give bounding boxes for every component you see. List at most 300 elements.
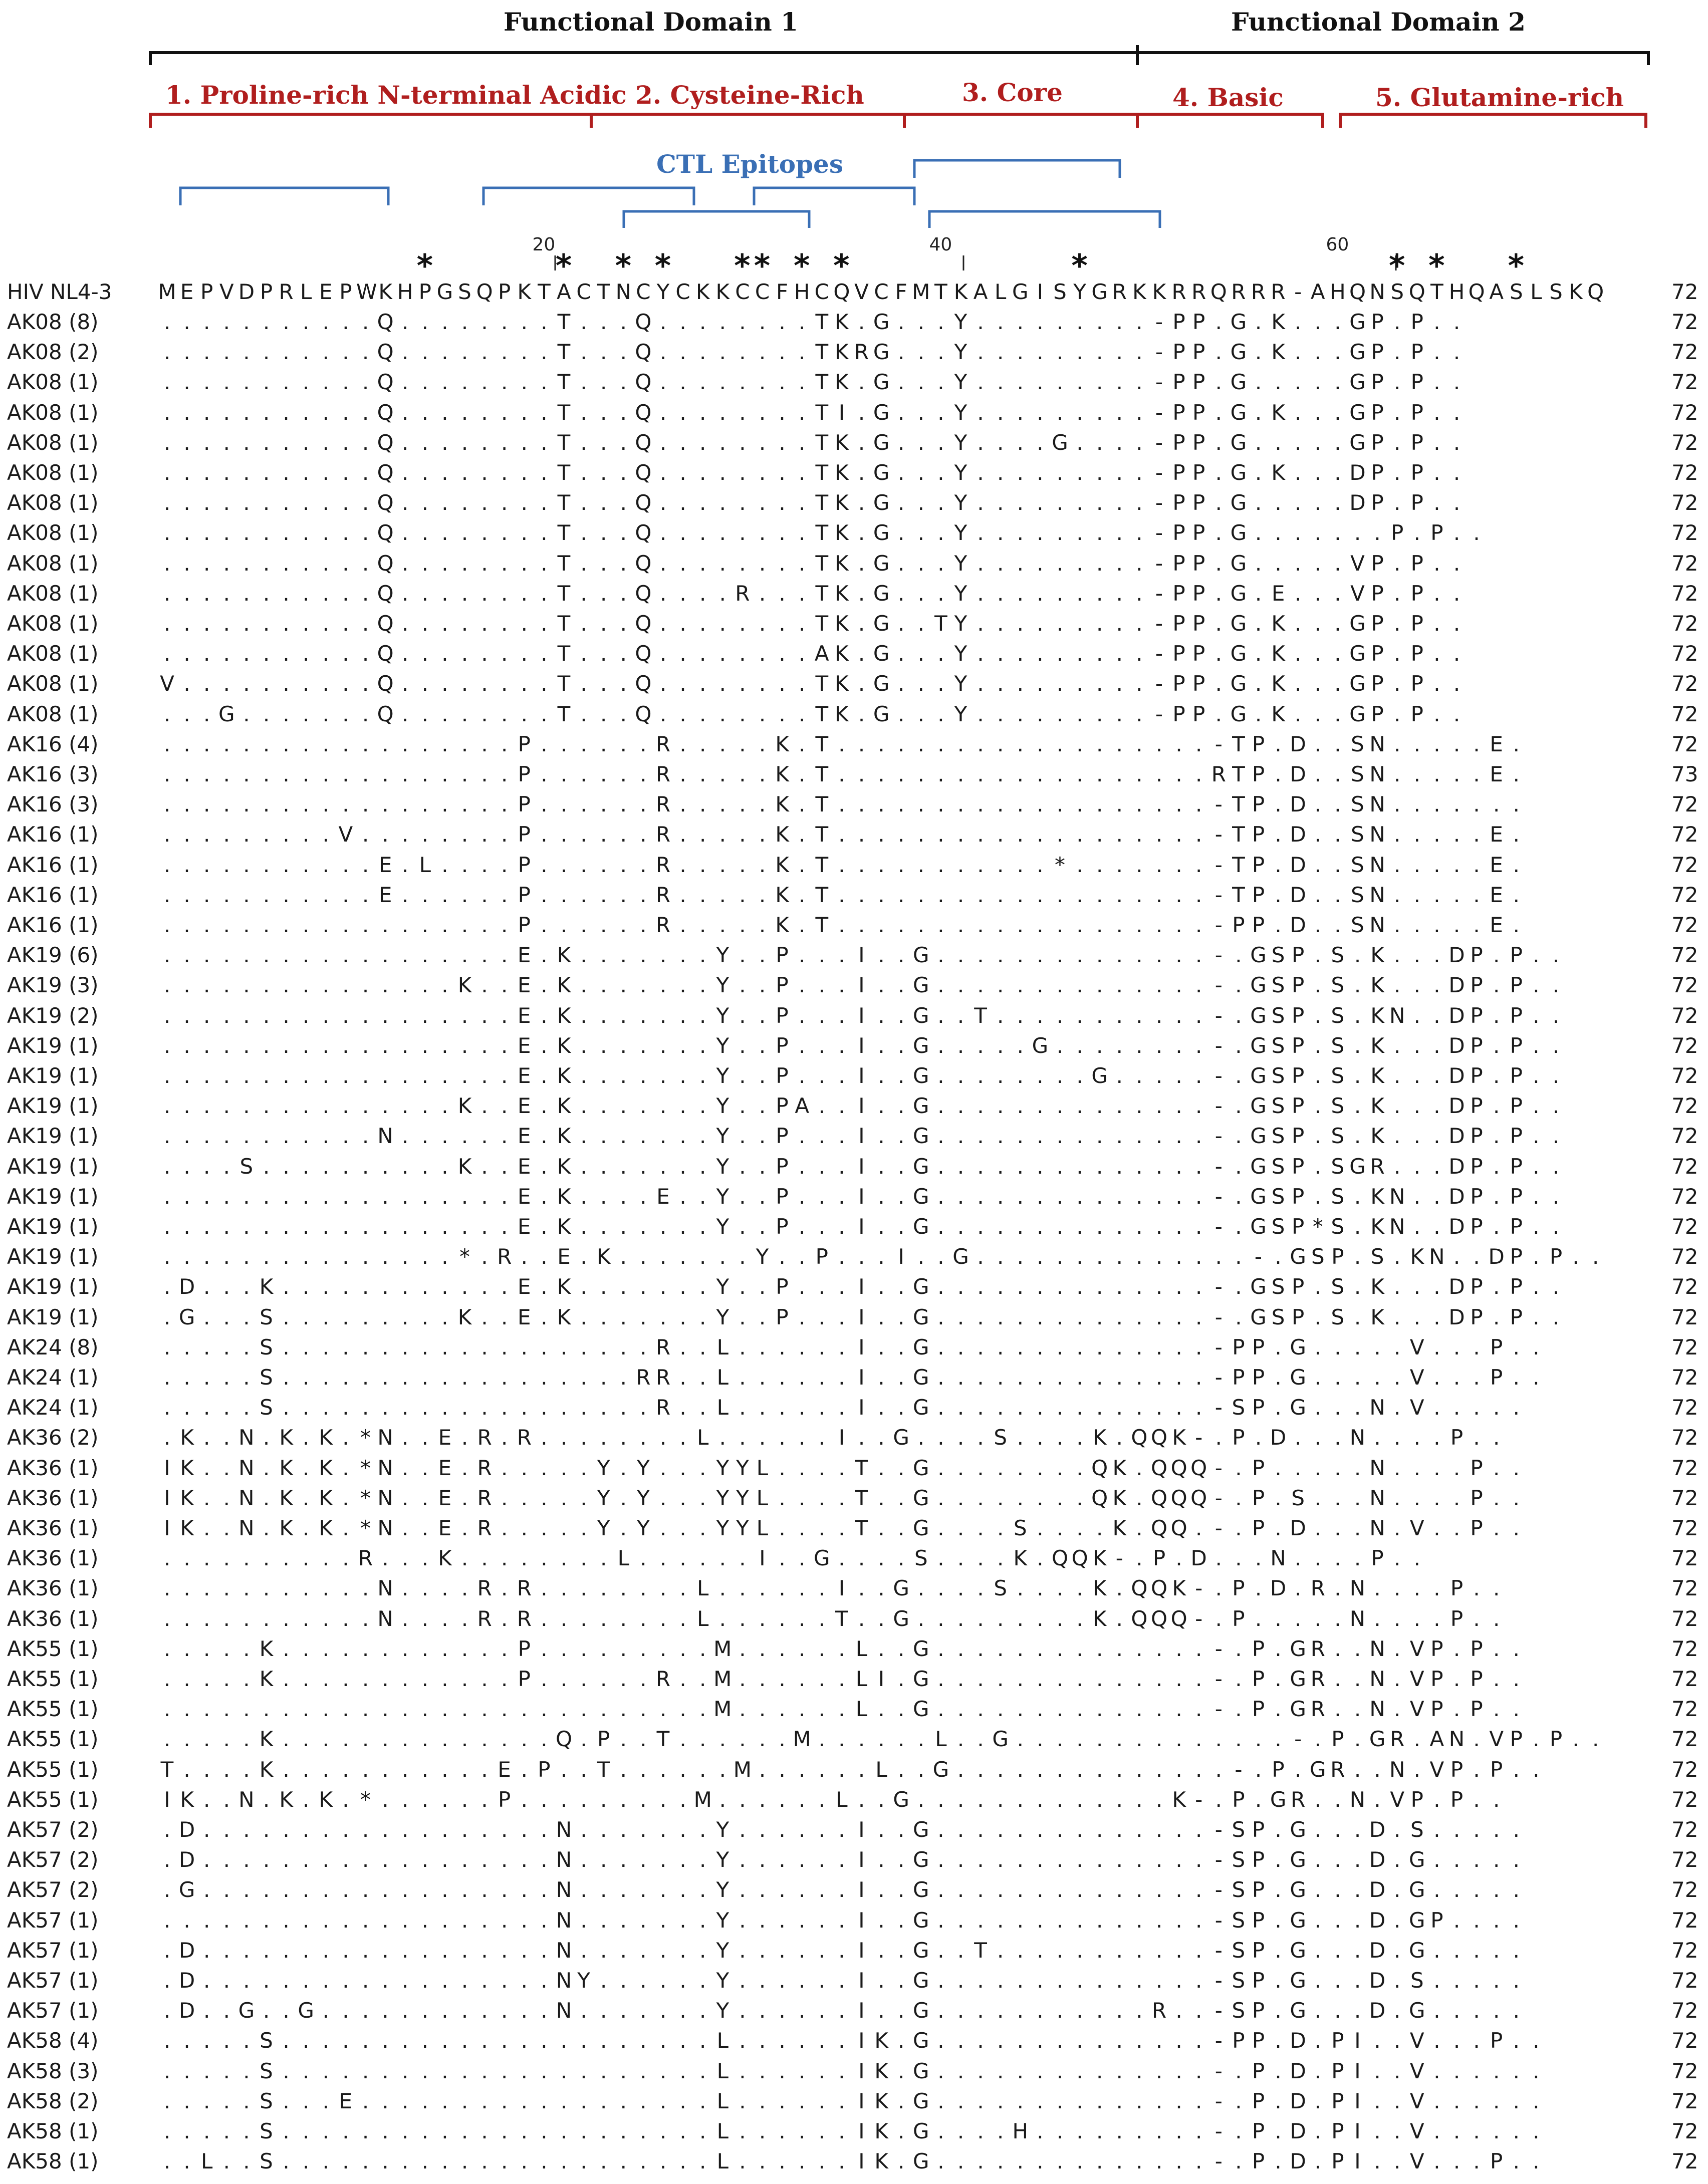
sequence-length: 72 [1671,490,1698,515]
residue-cell: . [342,701,349,726]
residue-cell: P [1252,2088,1265,2113]
residue-cell: . [600,1124,607,1149]
residue-cell: D [1349,490,1366,515]
residue-cell: . [560,792,568,817]
residue-cell: . [322,762,329,786]
residue-cell: T [1232,762,1245,786]
residue-cell: . [303,460,310,485]
residue-cell: . [183,490,190,515]
residue-cell: . [283,2088,290,2113]
residue-cell: I [1354,2028,1361,2053]
residue-cell: . [1453,2088,1460,2113]
residue-cell: . [560,731,568,756]
residue-cell: . [580,1244,587,1269]
residue-cell: . [521,370,528,395]
residue-cell: . [421,1787,428,1812]
residue-cell: . [818,2028,825,2053]
residue-cell: . [243,852,250,877]
residue-cell: . [1056,551,1064,576]
residue-cell: K [1370,1003,1384,1028]
residue-cell: . [1116,973,1123,998]
residue-cell: . [1354,1847,1361,1872]
residue-cell: . [1473,1847,1480,1872]
residue-cell: . [421,1334,428,1359]
residue-cell: S [914,1546,928,1571]
residue-cell: . [1037,1274,1044,1299]
residue-cell: . [1354,1516,1361,1540]
residue-cell: . [580,1425,587,1450]
residue-cell: . [1215,641,1222,666]
residue-cell: . [699,551,706,576]
residue-cell: - [1115,1546,1123,1571]
residue-cell: . [1155,973,1163,998]
residue-cell: . [580,2028,587,2053]
residue-cell: . [1235,1727,1242,1752]
sample-name: AK58 (2) [7,2088,99,2113]
residue-cell: . [501,762,508,786]
residue-cell: P [1192,551,1205,576]
residue-cell: . [263,822,270,847]
residue-cell: . [1056,1425,1064,1450]
residue-cell: . [1314,2088,1321,2113]
residue-cell: . [759,340,766,365]
residue-cell: D [1448,1063,1465,1088]
residue-cell: . [818,1063,825,1088]
residue-cell: . [303,1697,310,1722]
residue-cell: . [779,1606,786,1631]
residue-cell: Q [635,400,652,425]
residue-cell: . [1394,1304,1401,1329]
residue-cell: K [557,1003,571,1028]
residue-cell: P [1490,2028,1503,2053]
residue-cell: . [421,1877,428,1902]
sample-name: AK19 (2) [7,1003,99,1028]
residue-cell: . [1195,973,1202,998]
residue-cell: . [739,701,746,726]
residue-cell: . [243,1395,250,1420]
residue-cell: . [1096,1033,1103,1058]
residue-cell: . [739,852,746,877]
residue-cell: R [1310,1667,1325,1691]
residue-cell: . [362,370,369,395]
residue-cell: P [1232,1576,1245,1601]
residue-cell: . [818,1667,825,1691]
residue-cell: . [441,400,448,425]
residue-cell: . [1394,1516,1401,1540]
residue-cell: G [913,1395,929,1420]
residue-cell: - [1214,1154,1223,1179]
residue-cell: . [640,1757,647,1782]
residue-cell: . [1453,2119,1460,2143]
residue-cell: * [360,1455,371,1480]
residue-cell: . [957,2028,964,2053]
residue-cell: P [1490,1757,1503,1782]
residue-cell: . [1473,1395,1480,1420]
residue-cell: . [1453,1907,1460,1933]
residue-cell: . [183,973,190,998]
residue-cell: . [1513,1516,1520,1540]
residue-cell: . [223,641,230,666]
residue-cell: G [1250,1063,1267,1088]
residue-cell: . [243,792,250,817]
residue-cell: . [481,973,488,998]
residue-cell: . [759,490,766,515]
residue-cell: D [178,1938,195,1963]
residue-cell: . [818,1214,825,1239]
residue-cell: . [1513,1757,1520,1782]
residue-cell: . [1394,2058,1401,2083]
residue-cell: . [223,1757,230,1782]
residue-cell: . [580,1606,587,1631]
residue-cell: T [815,671,829,696]
residue-cell: . [1056,520,1064,545]
residue-cell: . [917,882,924,907]
residue-cell: G [1349,671,1366,696]
residue-cell: D [1349,460,1366,485]
residue-cell: . [183,852,190,877]
residue-cell: . [759,1757,766,1782]
sequence-length: 72 [1671,520,1698,545]
residue-cell: . [541,520,548,545]
residue-cell: G [1349,340,1366,365]
residue-cell: . [699,1244,706,1269]
residue-cell: G [913,1847,929,1872]
residue-cell: . [501,1184,508,1209]
residue-cell: Q [635,581,652,606]
residue-cell: . [362,310,369,334]
residue-cell: S [1053,280,1067,304]
residue-cell: . [322,913,329,937]
residue-cell: . [1195,1003,1202,1028]
residue-cell: . [1374,1425,1381,1450]
residue-cell: G [1290,1968,1306,1993]
residue-cell: . [1533,1365,1540,1390]
residue-cell: . [898,1907,905,1933]
residue-cell: . [362,400,369,425]
residue-cell: . [759,581,766,606]
residue-cell: . [1056,1395,1064,1420]
residue-cell: P [518,762,531,786]
residue-cell: . [421,2119,428,2143]
residue-cell: P [1490,2149,1503,2174]
residue-cell: . [580,2149,587,2174]
residue-cell: Q [635,340,652,365]
residue-cell: V [160,671,174,696]
residue-cell: . [1076,1847,1083,1872]
residue-cell: . [1493,1907,1500,1933]
residue-cell: K [1370,1094,1384,1119]
residue-cell: K [279,1455,293,1480]
residue-cell: . [203,973,210,998]
residue-cell: K [1271,671,1285,696]
sequence-length: 72 [1671,792,1698,817]
residue-cell: . [1215,310,1222,334]
residue-cell: R [1310,1636,1325,1661]
residue-cell: . [441,2088,448,2113]
residue-cell: . [659,430,667,455]
residue-cell: . [1413,973,1420,998]
residue-cell: N [238,1425,255,1450]
residue-cell: . [1433,490,1440,515]
residue-cell: L [200,2149,213,2174]
residue-cell: . [1473,792,1480,817]
residue-cell: . [739,1968,746,1993]
residue-cell: . [541,1516,548,1540]
residue-cell: . [759,1817,766,1842]
sample-name: AK57 (1) [7,1907,99,1933]
residue-cell: . [461,1576,468,1601]
residue-cell: . [957,1365,964,1390]
residue-cell: Q [1170,1455,1187,1480]
residue-cell: . [243,1334,250,1359]
residue-cell: . [1394,310,1401,334]
sequence-length: 73 [1671,762,1698,786]
residue-cell: . [1413,1485,1420,1510]
residue-cell: G [873,490,890,515]
residue-cell: Y [716,1304,729,1329]
residue-cell: L [696,1576,709,1601]
residue-cell: . [163,1546,171,1571]
residue-cell: K [438,1546,452,1571]
residue-cell: G [1290,1365,1306,1390]
residue-cell: . [779,581,786,606]
residue-cell: . [957,1455,964,1480]
residue-cell: . [659,1425,667,1450]
residue-cell: . [957,973,964,998]
residue-cell: . [878,1938,885,1963]
residue-cell: . [937,460,944,485]
residue-cell: P [1252,1697,1265,1722]
residue-cell: . [580,520,587,545]
residue-cell: . [1513,762,1520,786]
residue-cell: . [342,1395,349,1420]
residue-cell: . [382,1968,389,1993]
residue-cell: . [263,611,270,636]
residue-cell: K [835,671,849,696]
residue-cell: . [1076,1365,1083,1390]
residue-cell: . [283,581,290,606]
residue-cell: I [858,2058,865,2083]
residue-cell: . [759,762,766,786]
residue-cell: . [818,1968,825,1993]
residue-cell: D [1369,1998,1386,2023]
residue-cell: . [679,731,686,756]
residue-cell: . [481,1244,488,1269]
residue-cell: . [1473,913,1480,937]
residue-cell: D [1448,973,1465,998]
residue-cell: . [223,1667,230,1691]
residue-cell: . [203,1877,210,1902]
residue-cell: G [873,641,890,666]
residue-cell: . [223,1907,230,1933]
residue-cell: . [303,882,310,907]
residue-cell: S [1013,1516,1027,1540]
residue-cell: . [1473,2028,1480,2053]
residue-cell: . [441,913,448,937]
residue-cell: K [557,1033,571,1058]
residue-cell: . [203,1124,210,1149]
residue-cell: . [501,611,508,636]
residue-cell: . [283,882,290,907]
residue-cell: I [858,1907,865,1933]
residue-cell: . [878,1124,885,1149]
residue-cell: . [481,370,488,395]
residue-cell: . [1394,1244,1401,1269]
residue-cell: . [957,1334,964,1359]
residue-cell: . [342,1425,349,1450]
residue-cell: N [556,1907,572,1933]
residue-cell: . [957,1124,964,1149]
residue-cell: . [1533,1727,1540,1752]
residue-cell: . [541,1425,548,1450]
residue-cell: . [1374,1606,1381,1631]
sequence-length: 72 [1671,671,1698,696]
residue-cell: . [1354,1485,1361,1510]
residue-cell: . [1116,400,1123,425]
residue-cell: . [263,1847,270,1872]
residue-cell: N [1369,913,1385,937]
residue-cell: . [1314,1907,1321,1933]
residue-cell: . [640,882,647,907]
residue-cell: . [322,1727,329,1752]
residue-cell: . [1155,1214,1163,1239]
residue-cell: . [1215,400,1222,425]
residue-cell: . [1175,731,1182,756]
residue-cell: N [377,1124,393,1149]
residue-cell: . [1394,1968,1401,1993]
residue-cell: R [477,1606,492,1631]
sample-name: AK58 (3) [7,2058,99,2083]
residue-cell: . [1076,731,1083,756]
residue-cell: . [1453,882,1460,907]
residue-cell: . [362,1606,369,1631]
residue-cell: S [1232,1395,1246,1420]
residue-cell: . [1155,1184,1163,1209]
residue-cell: . [1116,1425,1123,1450]
residue-cell: . [1037,2149,1044,2174]
residue-cell: . [838,1395,845,1420]
residue-cell: V [1409,2088,1424,2113]
residue-cell: . [799,1516,806,1540]
residue-cell: L [756,1485,769,1510]
residue-cell: K [835,490,849,515]
residue-cell: K [695,280,710,304]
residue-cell: . [283,460,290,485]
residue-cell: . [1493,1003,1500,1028]
residue-cell: . [838,1184,845,1209]
residue-cell: . [679,2149,686,2174]
residue-cell: . [1433,2149,1440,2174]
residue-cell: . [203,1003,210,1028]
residue-cell: . [858,370,865,395]
residue-cell: P [1410,370,1423,395]
residue-cell: . [1493,1667,1500,1691]
residue-cell: . [957,943,964,968]
residue-cell: . [1493,1214,1500,1239]
residue-cell: P [1172,460,1185,485]
residue-cell: . [957,1063,964,1088]
residue-cell: G [913,1877,929,1902]
residue-cell: . [1056,1606,1064,1631]
residue-cell: Q [1150,1606,1168,1631]
residue-cell: . [1453,1847,1460,1872]
residue-cell: . [1096,792,1103,817]
residue-cell: . [402,973,409,998]
residue-cell: . [421,1546,428,1571]
residue-cell: Q [1150,1425,1168,1450]
residue-cell: K [1271,701,1285,726]
residue-cell: . [937,762,944,786]
residue-cell: T [974,1003,987,1028]
residue-cell: . [937,1244,944,1269]
residue-cell: . [283,400,290,425]
residue-cell: . [461,1184,468,1209]
residue-cell: I [858,2028,865,2053]
residue-cell: . [1314,731,1321,756]
residue-cell: N [238,1787,255,1812]
residue-cell: . [243,1063,250,1088]
residue-cell: . [799,1576,806,1601]
residue-cell: . [1413,1576,1420,1601]
residue-cell: . [322,1606,329,1631]
residue-cell: . [937,520,944,545]
residue-cell: . [521,641,528,666]
residue-cell: K [1271,641,1285,666]
residue-cell: . [799,1817,806,1842]
residue-cell: K [557,1094,571,1119]
residue-cell: P [1470,1214,1483,1239]
residue-cell: . [1394,1154,1401,1179]
residue-cell: . [818,2119,825,2143]
residue-cell: . [1493,1033,1500,1058]
residue-cell: P [1192,430,1205,455]
residue-cell: . [699,1938,706,1963]
residue-cell: . [838,1636,845,1661]
residue-cell: . [679,1274,686,1299]
residue-cell: . [521,1455,528,1480]
residue-cell: . [1413,1727,1420,1752]
residue-cell: . [620,1757,627,1782]
residue-cell: . [957,1727,964,1752]
residue-cell: Q [1091,1455,1108,1480]
residue-cell: . [303,822,310,847]
residue-cell: . [1037,1516,1044,1540]
residue-cell: . [481,1274,488,1299]
residue-cell: . [382,1334,389,1359]
residue-cell: . [541,2058,548,2083]
residue-cell: . [283,1184,290,1209]
residue-cell: N [377,1425,393,1450]
residue-cell: F [895,280,907,304]
residue-cell: . [203,1094,210,1119]
residue-cell: . [1096,1968,1103,1993]
residue-cell: . [223,1847,230,1872]
residue-cell: - [1195,1787,1203,1812]
residue-cell: E [557,1244,571,1269]
residue-cell: Y [656,280,670,304]
conserved-site-star: * [555,247,572,284]
residue-cell: . [739,1998,746,2023]
residue-cell: T [557,430,571,455]
residue-cell: T [815,792,829,817]
residue-cell: D [1448,1214,1465,1239]
residue-cell: . [1116,1847,1123,1872]
residue-cell: . [779,1244,786,1269]
residue-cell: . [1354,1094,1361,1119]
residue-cell: . [957,1516,964,1540]
residue-cell: . [640,1244,647,1269]
residue-cell: . [1275,852,1282,877]
